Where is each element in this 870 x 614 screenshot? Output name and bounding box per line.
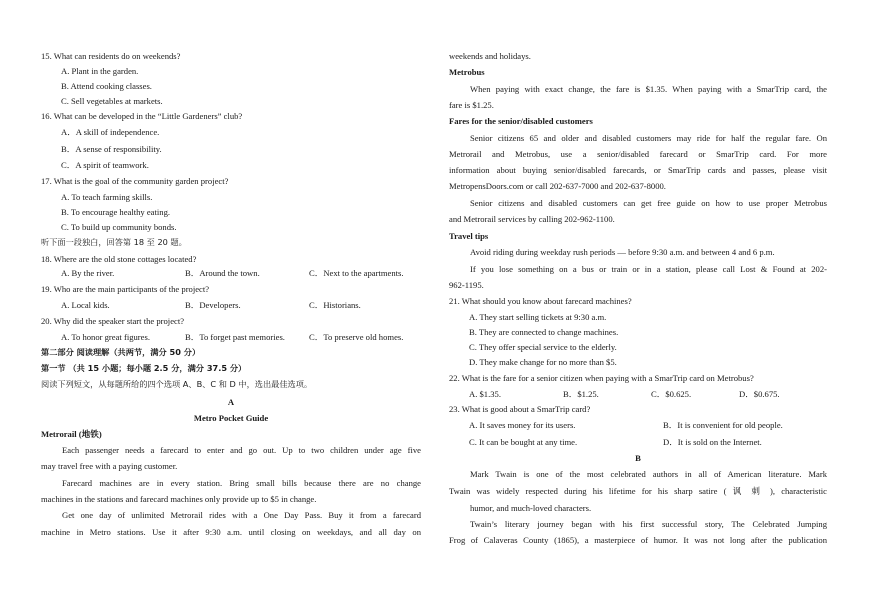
- metrorail-paragraph-3-line-1: Get one day of unlimited Metrorail rides with a One Day Pass. Buy it from a farecard: [62, 510, 421, 520]
- listening-heading: 听下面一段独白，回答第 18 至 20 题。: [41, 237, 187, 247]
- q17-option-c: C. To build up community bonds.: [61, 222, 177, 232]
- q16-stem: 16. What can be developed in the “Little Gardeners” club?: [41, 111, 243, 121]
- continued-text: weekends and holidays.: [449, 51, 531, 61]
- reading-instructions: 阅读下列短文，从每题所给的四个选项 A、B、C 和 D 中，选出最佳选项。: [41, 379, 313, 389]
- section-one-heading: 第一节 （共 15 小题；每小题 2.5 分，满分 37.5 分）: [41, 363, 247, 373]
- q20-stem: 20. Why did the speaker start the project?: [41, 316, 185, 326]
- q22-option-a: A. $1.35.: [469, 389, 501, 399]
- fares-paragraph-2-line-2: and Metrorail services by calling 202-962-1100.: [449, 214, 615, 224]
- q19-options: [61, 300, 361, 311]
- fares-paragraph-1-line-2: Metrorail and Metrobus, use a senior/disabled farecard or SmarTrip card. For more: [449, 149, 827, 159]
- passage-a-label: A: [227, 397, 235, 407]
- passage-b-paragraph-2-line-1: Twain’s literary journey began with his first successful story, The Celebrated Jumping: [470, 519, 827, 529]
- q22-option-d: D．$0.675.: [739, 389, 780, 399]
- q21-option-b: B. They are connected to change machines.: [469, 327, 619, 337]
- q15-option-c: C. Sell vegetables at markets.: [61, 96, 163, 106]
- q23-options-row-2: [469, 437, 762, 448]
- q16-option-a: A．A skill of independence.: [61, 127, 160, 137]
- q20-options: [61, 332, 403, 343]
- q19-stem: 19. Who are the main participants of the project?: [41, 284, 210, 294]
- q15-option-b: B. Attend cooking classes.: [61, 81, 152, 91]
- q23-stem: 23. What is good about a SmarTrip card?: [449, 404, 591, 414]
- q23-option-c: C. It can be bought at any time.: [469, 437, 578, 447]
- passage-b-paragraph-1-line-3: humor, and much-loved characters.: [470, 503, 592, 513]
- metrorail-paragraph-3-line-2: machine in Metro stations. Use it after 9:30 a.m. until closing on weekdays, and all day on: [41, 527, 421, 537]
- part-two-heading: 第二部分 阅读理解（共两节，满分 50 分）: [41, 347, 201, 357]
- metrorail-paragraph-1-line-1: Each passenger needs a farecard to enter and go out. Up to two children under age five: [62, 445, 421, 455]
- q15-stem: 15. What can residents do on weekends?: [41, 51, 181, 61]
- q17-option-a: A. To teach farming skills.: [61, 192, 153, 202]
- q18-options: [61, 268, 404, 279]
- q21-option-a: A. They start selling tickets at 9:30 a.m.: [469, 312, 607, 322]
- metrorail-heading: Metrorail (地铁): [41, 429, 102, 439]
- q22-option-b: B．$1.25.: [563, 389, 599, 399]
- metrobus-heading: Metrobus: [449, 67, 485, 77]
- metrobus-line-1: When paying with exact change, the fare is $1.35. When paying with a SmarTrip card, the: [470, 84, 827, 94]
- fares-paragraph-1-line-4: MetropensDoors.com or call 202-637-7000 and 202-637-8000.: [449, 181, 666, 191]
- q22-option-c: C．$0.625.: [651, 389, 692, 399]
- q17-stem: 17. What is the goal of the community garden project?: [41, 176, 229, 186]
- passage-b-paragraph-1-line-2: Twain was widely respected during his lifetime for his sharp satire ( 讽 刺 ), characteristic: [449, 486, 827, 496]
- q16-option-c: C．A spirit of teamwork.: [61, 160, 149, 170]
- q23-options-row-1: [469, 420, 783, 431]
- tips-line-1: Avoid riding during weekday rush periods — before 9:30 a.m. and between 4 and 6 p.m.: [470, 247, 775, 257]
- q21-option-c: C. They offer special service to the elderly.: [469, 342, 617, 352]
- q20-option-b: B．To forget past memories.: [185, 332, 285, 342]
- metrorail-paragraph-2-line-1: Farecard machines are in every station. Bring small bills because there are no change: [62, 478, 421, 488]
- passage-b-label: B: [635, 453, 641, 463]
- fares-paragraph-1-line-1: Senior citizens 65 and older and disabled customers may ride for half the regular fare. On: [470, 133, 827, 143]
- q18-option-b: B．Around the town.: [185, 268, 260, 278]
- q23-option-b: B．It is convenient for old people.: [663, 420, 783, 430]
- q20-option-a: A. To honor great figures.: [61, 332, 150, 342]
- fares-heading: Fares for the senior/disabled customers: [449, 116, 593, 126]
- tips-line-3: 962-1195.: [449, 280, 484, 290]
- q21-option-d: D. They make change for no more than $5.: [469, 357, 617, 367]
- passage-b-paragraph-1-line-1: Mark Twain is one of the most celebrated authors in all of American literature. Mark: [470, 469, 827, 479]
- q18-option-a: A. By the river.: [61, 268, 115, 278]
- q22-stem: 22. What is the fare for a senior citizen when paying with a SmarTrip card on Metrobus?: [449, 373, 754, 383]
- q23-option-d: D．It is sold on the Internet.: [663, 437, 762, 447]
- q17-option-b: B. To encourage healthy eating.: [61, 207, 171, 217]
- tips-line-2: If you lose something on a bus or train or in a station, please call Lost & Found at 202-: [470, 264, 827, 274]
- metrobus-line-2: fare is $1.25.: [449, 100, 494, 110]
- q18-option-c: C．Next to the apartments.: [309, 268, 404, 278]
- q19-option-b: B．Developers.: [185, 300, 241, 310]
- q21-stem: 21. What should you know about farecard machines?: [449, 296, 632, 306]
- q18-stem: 18. Where are the old stone cottages located?: [41, 254, 197, 264]
- q22-options: [469, 389, 780, 400]
- q16-option-b: B．A sense of responsibility.: [61, 144, 162, 154]
- travel-tips-heading: Travel tips: [449, 231, 489, 241]
- passage-b-paragraph-2-line-2: Frog of Calaveras County (1865), a masterpiece of humor. It was not long after the publication: [449, 535, 827, 545]
- fares-paragraph-2-line-1: Senior citizens and disabled customers can get free guide on how to use proper Metrobus: [470, 198, 827, 208]
- q19-option-c: C．Historians.: [309, 300, 361, 310]
- q15-option-a: A. Plant in the garden.: [61, 66, 139, 76]
- q23-option-a: A. It saves money for its users.: [469, 420, 576, 430]
- q19-option-a: A. Local kids.: [61, 300, 110, 310]
- q20-option-c: C．To preserve old homes.: [309, 332, 404, 342]
- metrorail-paragraph-1-line-2: may travel free with a paying customer.: [41, 461, 178, 471]
- passage-a-title: Metro Pocket Guide: [193, 413, 269, 423]
- metrorail-paragraph-2-line-2: machines in the stations and farecard machines only provide up to $5 in change.: [41, 494, 317, 504]
- fares-paragraph-1-line-3: information about buying senior/disabled farecards, or SmarTrip cards and passes, please visit: [449, 165, 827, 175]
